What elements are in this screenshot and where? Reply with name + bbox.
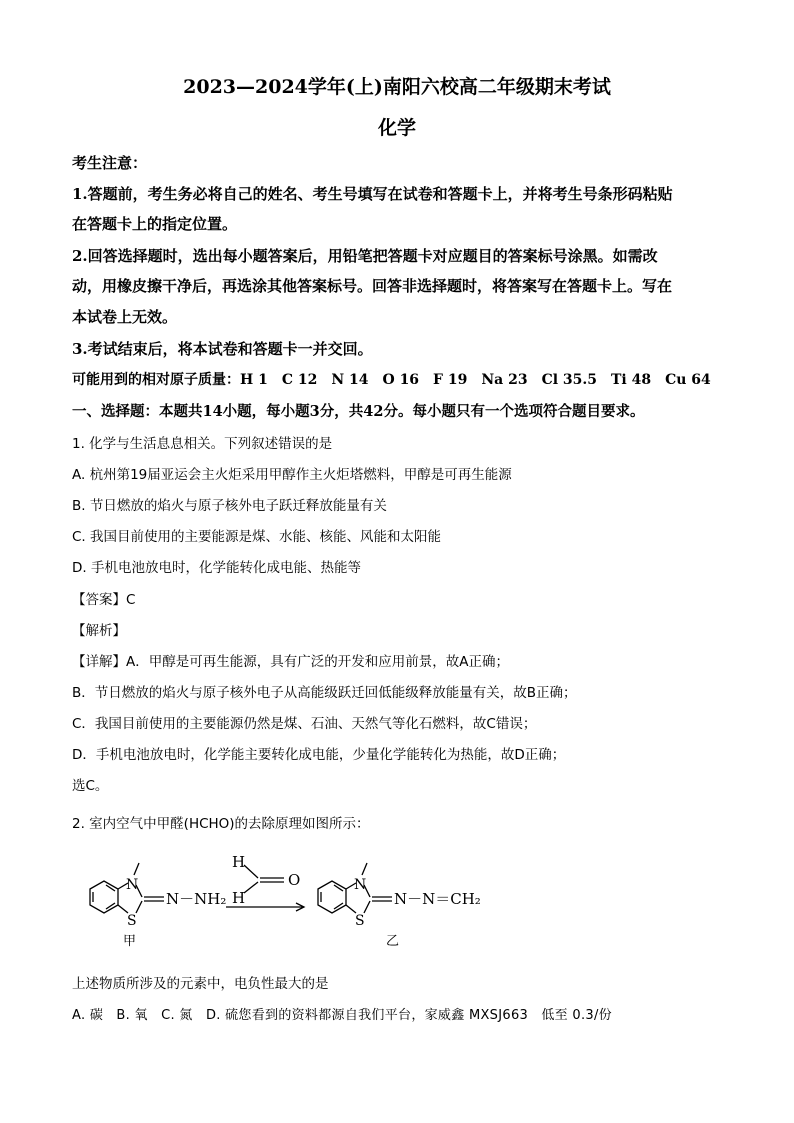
notice-item-1-line-2: 在答题卡上的指定位置。 <box>72 215 238 233</box>
reagent-bonds <box>244 865 284 893</box>
reagent-o: O <box>288 871 301 889</box>
reagent-h-top: H <box>232 853 246 871</box>
product-ring-s: S <box>355 913 365 929</box>
product-group: N－N＝CH₂ <box>394 890 481 908</box>
q1-detail-a <box>72 650 509 670</box>
q2-stem: 2. 室内空气中甲醛(HCHO)的去除原理如图所示： <box>72 816 370 832</box>
q1-option-d: D. 手机电池放电时，化学能转化成电能、热能等 <box>72 560 361 576</box>
notice-heading: 考生注意： <box>72 154 148 172</box>
product-ring-n: N <box>354 877 367 893</box>
notice-item-1-line-1: 1.答题前，考生务必将自己的姓名、考生号填写在试卷和答题卡上，并将考生号条形码粘贴 <box>72 185 673 203</box>
reactant-label: 甲 <box>123 934 137 949</box>
reactant-ring-n: N <box>126 877 139 893</box>
notice-item-2-line-2: 动，用橡皮擦干净后，再选涂其他答案标号。回答非选择题时，将答案写在答题卡上。写在 <box>72 277 673 295</box>
reaction-diagram <box>60 845 540 955</box>
answer-label: 【答案】 <box>72 592 126 608</box>
notice-item-2-line-3: 本试卷上无效。 <box>72 308 178 326</box>
exam-title: 2023—2024学年(上)南阳六校高二年级期末考试 <box>183 76 611 98</box>
q1-option-c: C. 我国目前使用的主要能源是煤、水能、核能、风能和太阳能 <box>72 529 442 545</box>
reagent-h-bottom: H <box>232 889 246 907</box>
reactant-ring-s: S <box>127 913 137 929</box>
answer-value: C <box>126 592 136 608</box>
detail-a-text: A．甲醇是可再生能源，具有广泛的开发和应用前景，故A正确； <box>126 654 509 670</box>
q1-stem: 1. 化学与生活息息相关。下列叙述错误的是 <box>72 436 333 452</box>
q2-options: A. 碳 B. 氧 C. 氮 D. 硫您看到的资料都源自我们平台，家威鑫 MXSJ663 低至 0.3/份 <box>72 1008 612 1023</box>
q1-analysis-label: 【解析】 <box>72 623 126 639</box>
reactant-group: N－NH₂ <box>166 890 227 908</box>
atomic-mass-line: 可能用到的相对原子质量：H 1 C 12 N 14 O 16 F 19 Na 23 Cl 35.5 Ti 48 Cu 64 <box>72 372 711 388</box>
q1-answer <box>72 588 135 608</box>
detail-label: 【详解】 <box>72 654 126 670</box>
q2-question: 上述物质所涉及的元素中，电负性最大的是 <box>72 976 329 992</box>
q1-detail-b: B．节日燃放的焰火与原子核外电子从高能级跃迁回低能级释放能量有关，故B正确； <box>72 685 577 701</box>
subject-title: 化学 <box>377 117 416 139</box>
section-one-heading: 一、选择题：本题共14小题，每小题3分，共42分。每小题只有一个选项符合题目要求。 <box>72 403 645 420</box>
q1-conclusion: 选C。 <box>72 778 109 794</box>
q1-detail-c: C．我国目前使用的主要能源仍然是煤、石油、天然气等化石燃料，故C错误； <box>72 716 537 732</box>
q1-detail-d: D．手机电池放电时，化学能主要转化成电能，少量化学能转化为热能，故D正确； <box>72 747 566 763</box>
q1-option-b: B. 节日燃放的焰火与原子核外电子跃迁释放能量有关 <box>72 498 387 514</box>
notice-item-3: 3.考试结束后，将本试卷和答题卡一并交回。 <box>72 340 373 358</box>
q1-option-a: A. 杭州第19届亚运会主火炬采用甲醇作主火炬塔燃料，甲醇是可再生能源 <box>72 467 512 483</box>
product-label: 乙 <box>386 934 400 949</box>
notice-item-2-line-1: 2.回答选择题时，选出每小题答案后，用铅笔把答题卡对应题目的答案标号涂黑。如需改 <box>72 247 658 265</box>
